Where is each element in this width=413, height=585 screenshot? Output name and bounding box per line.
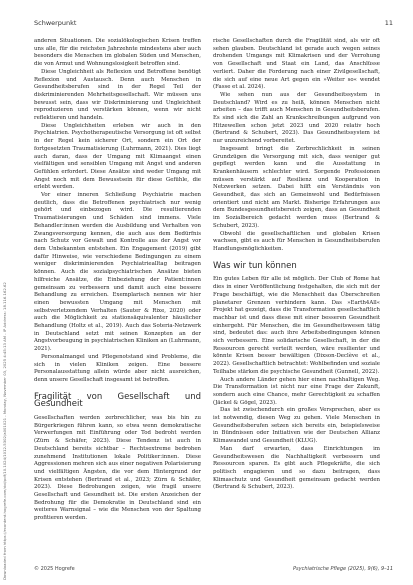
page-number: 11 bbox=[384, 19, 393, 27]
page-header bbox=[34, 19, 393, 29]
paragraph: Diese Ungleichheiten erleben wir auch in den Psychiatrien. Psychotherapeutische Versorgung ist oft selbst in der Regel kein sicherer Ort, sondern ein Ort der fortgesetzten Traumatisierung (Luhrmann, 2021). Dies liegt auch daran, dass der Umgang mit Klimaangst einen vielfältigen und sensiblen Umgang mit Angst und anderen Gefühlen erfordert. Diese Ansätze sind weder Umgang mit Angst noch mit dem Bewusstsein für diese Gefühle, die erlebt werden. bbox=[34, 122, 201, 191]
paragraph: Auch andere Länder gehen hier einen nachhaltigen Weg. Die Transformation ist nicht nur eine Frage der Zukunft, sondern auch eine Chance, mehr Gerechtigkeit zu schaffen (Jäckel & Gögel, 2023). bbox=[213, 376, 380, 406]
paragraph: Wie sehen nun aus der Gesundheitssystem in Deutschland? Wird es zu heiß, können Menschen nicht arbeiten – das trifft auch Menschen in Gesundheitsberufen. Es sind sich die Zahl an Krankschreibungen aufgrund von Hitzewellen schon jetzt 2023 und 2020 relativ hoch (Bertrand & Schubert, 2023). Das Gesundheitssystem ist nur unzureichend vorbereitet. bbox=[213, 91, 380, 145]
paragraph: Vor einer inneren Schließung Psychiatrie machen deutlich, dass die Betroffenen psychiatrisch nur wenig gehört und einbezogen wird. Die resultierenden Traumatisierungen und Schäden sind immens. Viele Behandler:innen werden die Ausbildung und Verhalten von Zwangsversorgung kennen, die auch aus dem Bedürfnis nach Schutz vor Gewalt und Kontrolle aus der Angst vor dem Unbekannten entstehen. Ein Engagement (2019) gibt dafür Hinweise, wie verschiedene Bedingungen zu einem weniger diskriminierenden Psychiatriealltag beitragen können. Auch die sozialpsychiatrischen Ansätze bieten hilfreiche Ansätze, die Einbeziehung der Patient:innen gemeinsam zu verbessern und damit auch eine bessere Behandlung zu erreichen. Exemplarisch nennen wir hier einen bewussten Umgang mit Menschen mit selbstverletzendem Verhalten (Sauter & Rixe, 2020) oder auch die Möglichkeit zu stationsäquivalenter häuslicher Behandlung (Holtz et al., 2019). Auch das Soteria-Netzwerk in Deutschland setzt mit seinen Konzepten an der Angstvorbeugung in psychiatrischen Kliniken an (Luhrmann, 2021). bbox=[34, 192, 201, 353]
right-column bbox=[213, 38, 380, 492]
paragraph: Obwohl die gesellschaftlichen und globalen Krisen wachsen, gibt es auch für Menschen in Gesundheitsberufen Handlungsmöglichkeiten. bbox=[213, 230, 380, 252]
paragraph: Das ist zwischendurch ein großes Versprechen, aber es ist notwendig, diesen Weg zu gehen. Viele Menschen in Gesundheitsberufen setzen sich bereits ein, beispielsweise in Bündnissen oder Initiativen wie der Deutschen Allianz Klimawandel und Gesundheit (KLUG). bbox=[213, 407, 380, 445]
paragraph: rische Gesellschaften durch die Fragilität sind, als wir oft sehen glauben. Deutschland ist gerade auch wegen seines drohenden Umgangs mit Klimakrisen und der Verrohung von Gesellschaft und Staat ein Land, das Anschlüsse verliert. Daher die Forderung nach einer Zivilgesellschaft, die sich auf eine neue Art gegen ein »Weiter so« wendet (Fasse et al. 2024). bbox=[213, 38, 380, 91]
copyright: © 2025 Hogrefe bbox=[34, 566, 75, 572]
paragraph: Insgesamt bringt die Zerbrechlichkeit in seinen Grundzügen die Versorgung mit sich, dass weniger gut gepflegt werden kann und die Ausstattung in Krankenhäusern schlechter wird. Sorgende Professionen müssen verstärkt auf Resilienz und Kooperation in Netzwerken setzen. Dabei hilft ein Verständnis von Gesundheit, das sich an Gemeinwohl und Bedürfnissen orientiert und nicht am Markt. Bisherige Erfahrungen aus dem Bundesgesundheitsbereich zeigen, dass an Gesundheit im Sozialbereich gedacht werden muss (Bertrand & Schubert, 2023). bbox=[213, 145, 380, 229]
section-label: Schwerpunkt bbox=[34, 19, 77, 27]
paragraph: anderen Situationen. Die sozialökologischen Krisen treffen uns alle, für die reichsten Jahrzehnte mindestens aber auch besonders die Menschen im globalen Süden und Menschen, die von Armut und Wohnungslosigkeit betroffen sind. bbox=[34, 38, 201, 68]
left-column bbox=[34, 38, 201, 523]
section-heading: Was wir tun können bbox=[213, 260, 297, 271]
paragraph: Personalmangel und Pflegenotstand sind Probleme, die sich in vielen Kliniken zeigen. Eine bessere Personalausstattung allein würde aber nicht ausreichen, denn unsere Gesellschaft insgesamt ist betroffen. bbox=[34, 353, 201, 383]
paragraph: Man darf erwarten, dass Einrichtungen im Gesundheitswesen die Nachhaltigkeit verbessern und Ressourcen sparen. Es gibt auch Pflegekräfte, die sich politisch engagieren und so dazu beitragen, dass Klimaschutz und Gesundheit gemeinsam gedacht werden (Bertrand & Schubert, 2023). bbox=[213, 445, 380, 491]
paragraph: Gesellschaften werden zerbrechlicher, was bis hin zu Bürgerkriegen führen kann, so etwa wenn demokratische Verwerfungen mit Einführung oder Tod bedroht werden (Zürn & Schäfer, 2023). Diese Tendenz ist auch in Deutschland bereits sichtbar – Rechtsextreme bedrohen zunehmend Institutionen lokale Politiker:innen. Diese Aggressionen mehren sich aus einer negativen Polarisierung und vielfältigen Ängsten, die vor dem Hintergrund der Krisen entstehen (Bertrand et al., 2023; Zürn & Schäfer, 2023). Diese Bedrohungen zeigen, wie fragil unsere Gesellschaft und Gesundheit ist. Die ersten Anzeichen der Bedrohung für die Demokratie in Deutschland sind ein weiteres Warnsignal – wie die Menschen von der Spaltung profitieren werden. bbox=[34, 415, 201, 522]
journal-citation: Psychiatrische Pflege (2025), 9(6), 9–11 bbox=[293, 566, 393, 572]
download-watermark bbox=[2, 20, 9, 580]
paragraph: Ein gutes Leben für alle ist möglich. Der Club of Rome hat dies in einer Veröffentlichung festgehalten, die sich mit der Frage beschäftigt, wie die Menschheit das Überschreiten planetarer Grenzen verhindern kann. Das »Earth4All« Projekt hat gezeigt, dass die Transformation gesellschaftlich machbar ist und dass diese mit einer besseren Gesundheit einhergeht. Für Menschen, die im Gesundheitswesen tätig sind, bedeutet das: auch ihre Arbeitsbedingungen können sich verbessern. Eine solidarische Gesellschaft, in der die Ressourcen gerecht verteilt werden, wäre resilienter und könnte Krisen besser bewältigen (Dixson-Declève et al., 2022). Gesellschaftlich betrachtet: Wohlbefinden und soziale Teilhabe stärken die psychische Gesundheit (Gunnell, 2022). bbox=[213, 276, 380, 375]
section-heading: Fragilität von Gesellschaft und Gesundheit bbox=[34, 391, 201, 410]
download-watermark-text: Downloaded from https://econtent.hogrefe.com/doi/pdf/10.1024/1012-5302/a001021 - Monday, November 03, 2025 4:45:13 AM - IP Address: 18.116.162.62 bbox=[2, 282, 7, 580]
paragraph: Diese Ungleichheit als Reflexion und Betroffene benötigt Reflexion und Austausch. Denn auch Menschen in Gesundheitsberufen sind in der Regel Teil der diskriminierenden Mehrheitsgesellschaft. Wir müssen uns bewusst sein, dass wir Diskriminierung und Ungleichheit reproduzieren und verstärken können, wenn wir nicht reflektieren und handeln. bbox=[34, 68, 201, 122]
